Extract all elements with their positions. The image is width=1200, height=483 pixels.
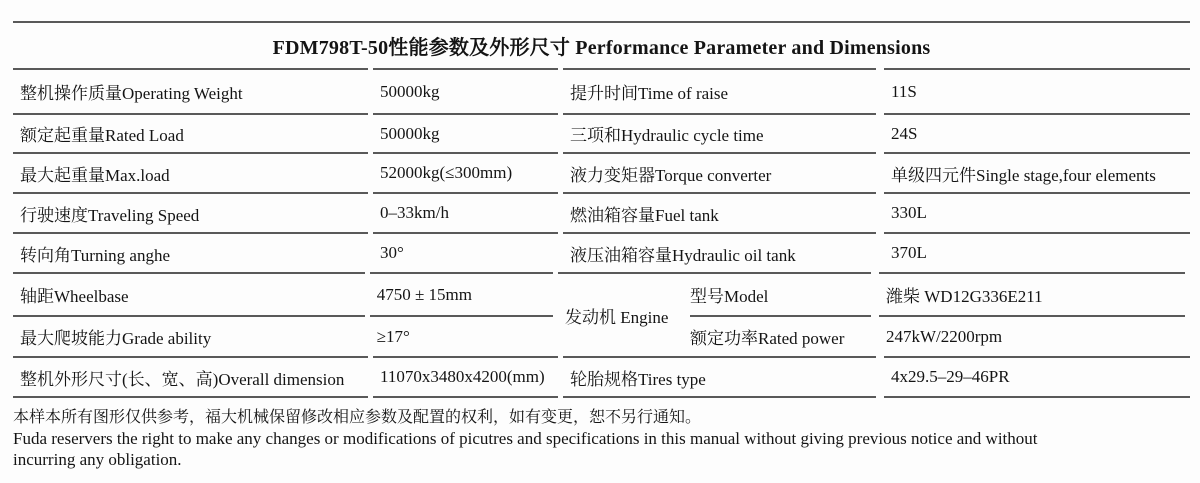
param-label: 最大起重量Max.load: [13, 152, 368, 192]
param-label: 整机外形尺寸(长、宽、高)Overall dimension: [13, 356, 368, 398]
param-value: 50000kg: [373, 113, 558, 152]
param-label: 最大爬坡能力Grade ability: [13, 315, 365, 356]
param-label: 轴距Wheelbase: [13, 272, 365, 315]
table-row: [13, 232, 1190, 272]
engine-label-block: [558, 272, 871, 356]
table-row: [13, 68, 1190, 113]
engine-sub-value: 潍柴 WD12G336E211: [886, 287, 1043, 306]
param-value: 4750 ± 15mm: [370, 272, 553, 315]
page-title: FDM798T-50性能参数及外形尺寸 Performance Parameter and Dimensions: [13, 21, 1190, 68]
param-value: 330L: [884, 192, 1190, 232]
param-label: 液压油箱容量Hydraulic oil tank: [563, 232, 876, 272]
param-label: 行驶速度Traveling Speed: [13, 192, 368, 232]
param-label: 液力变矩器Torque converter: [563, 152, 876, 192]
table-row: [13, 152, 1190, 192]
disclaimer-line-cn: 本样本所有图形仅供参考，福大机械保留修改相应参数及配置的权利，如有变更，恕不另行通知。: [13, 409, 702, 426]
param-label: 额定起重量Rated Load: [13, 113, 368, 152]
param-value: 11070x3480x4200(mm): [373, 356, 558, 398]
param-label: 整机操作质量Operating Weight: [13, 68, 368, 113]
param-value: 52000kg(≤300mm): [373, 152, 558, 192]
param-value: 30°: [373, 232, 558, 272]
disclaimer: [13, 407, 1190, 470]
param-value: 4x29.5–29–46PR: [884, 356, 1190, 398]
param-label: 三项和Hydraulic cycle time: [563, 113, 876, 152]
table-row: [13, 192, 1190, 232]
spec-table: [13, 21, 1190, 398]
engine-section: [13, 272, 1190, 356]
param-value: 11S: [884, 68, 1190, 113]
engine-sub-label: 额定功率Rated power: [690, 315, 871, 356]
param-label: 转向角Turning anghe: [13, 232, 368, 272]
param-value: ≥17°: [370, 315, 553, 356]
param-label: 燃油箱容量Fuel tank: [563, 192, 876, 232]
param-value: 单级四元件Single stage,four elements: [884, 152, 1190, 192]
engine-sub-value: 247kW/2200rpm: [879, 315, 1185, 356]
engine-section-left: [13, 272, 553, 356]
table-row: [13, 315, 553, 356]
table-row: [13, 113, 1190, 152]
engine-sub-labels: [690, 274, 871, 356]
param-value: 0–33km/h: [373, 192, 558, 232]
disclaimer-line-en: incurring any obligation.: [13, 450, 182, 469]
param-value: 24S: [884, 113, 1190, 152]
disclaimer-line-en: Fuda reservers the right to make any changes or modifications of picutres and specifications in this manual without giving previous notice and without: [13, 429, 1038, 448]
param-value: 50000kg: [373, 68, 558, 113]
engine-section-right: [558, 272, 1190, 356]
engine-sub-label: 型号Model: [690, 287, 769, 306]
param-label: 轮胎规格Tires type: [563, 356, 876, 398]
param-value: 370L: [884, 232, 1190, 272]
engine-label: 发动机 Engine: [565, 307, 669, 327]
engine-sub-values: [879, 272, 1185, 356]
table-row: [13, 272, 553, 315]
param-label: 提升时间Time of raise: [563, 68, 876, 113]
table-row: [13, 356, 1190, 398]
